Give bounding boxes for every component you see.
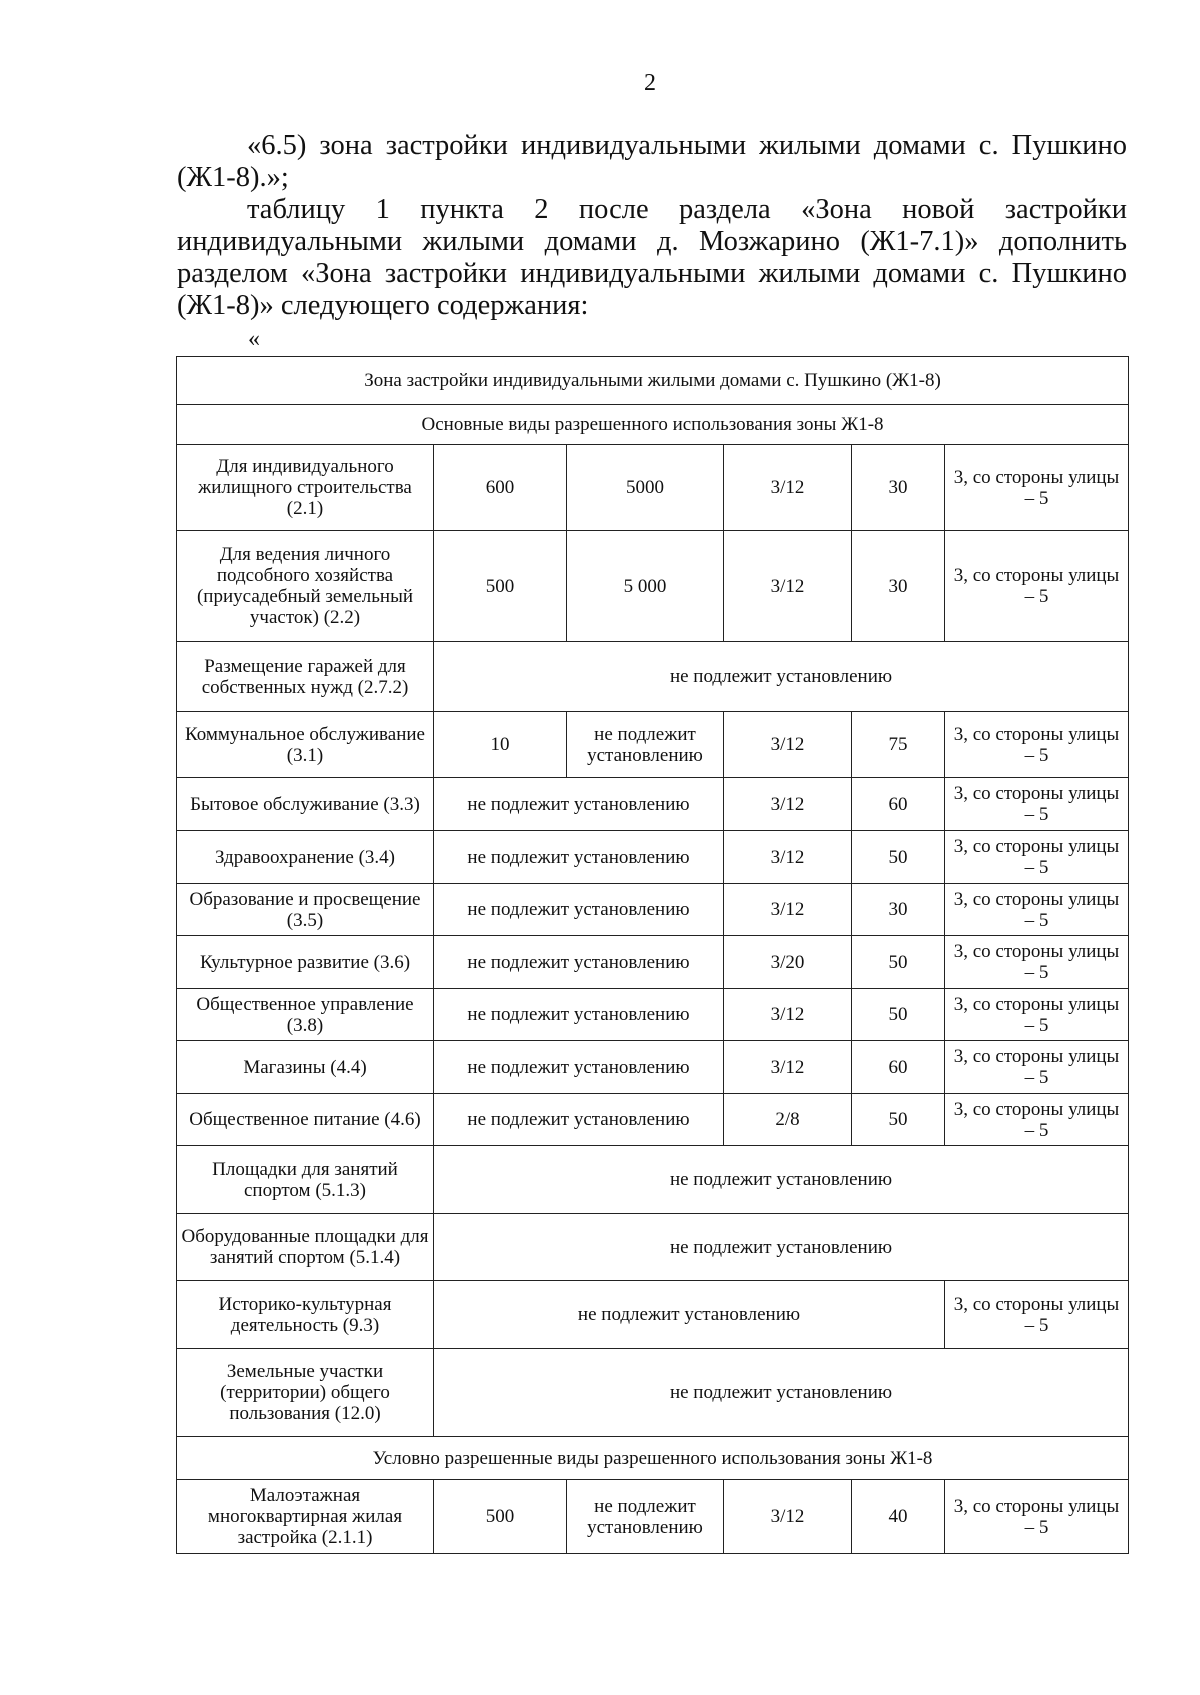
table-row <box>177 1146 1129 1214</box>
cell-max-area: не подлежит установлению <box>567 712 724 778</box>
table-title-row <box>177 357 1129 405</box>
cell-percent: 60 <box>852 778 945 831</box>
paragraph-1-line-1: «6.5) зона застройки индивидуальными жилыми домами с. Пушкино <box>247 130 1127 161</box>
cell-percent: 50 <box>852 989 945 1041</box>
table-row <box>177 778 1129 831</box>
cell-floors: 3/12 <box>724 1041 852 1094</box>
cell-area-not-applicable: не подлежит установлению <box>434 778 724 831</box>
cell-not-applicable: не подлежит установлению <box>434 1146 1129 1214</box>
cell-floors: 3/20 <box>724 936 852 989</box>
row-name: Для индивидуального жилищного строительства (2.1) <box>177 445 434 531</box>
cell-setback: 3, со стороны улицы – 5 <box>945 884 1129 936</box>
paragraph-2-line-2: индивидуальными жилыми домами д. Мозжарино (Ж1-7.1)» дополнить <box>177 226 1127 257</box>
section-conditional-header: Условно разрешенные виды разрешенного использования зоны Ж1-8 <box>177 1437 1129 1480</box>
page-number: 2 <box>644 70 656 96</box>
row-name: Культурное развитие (3.6) <box>177 936 434 989</box>
cell-setback: 3, со стороны улицы – 5 <box>945 445 1129 531</box>
cell-percent: 75 <box>852 712 945 778</box>
table-row <box>177 531 1129 642</box>
cell-percent: 40 <box>852 1480 945 1554</box>
cell-area-not-applicable: не подлежит установлению <box>434 936 724 989</box>
cell-floors: 3/12 <box>724 831 852 884</box>
section-conditional-row <box>177 1437 1129 1480</box>
cell-area-not-applicable: не подлежит установлению <box>434 884 724 936</box>
cell-min-area: 500 <box>434 1480 567 1554</box>
row-name: Земельные участки (территории) общего пользования (12.0) <box>177 1349 434 1437</box>
cell-not-applicable: не подлежит установлению <box>434 1214 1129 1281</box>
row-name: Оборудованные площадки для занятий спортом (5.1.4) <box>177 1214 434 1281</box>
opening-quote: « <box>248 326 260 352</box>
table-row <box>177 712 1129 778</box>
table-row <box>177 884 1129 936</box>
cell-percent: 30 <box>852 445 945 531</box>
cell-percent: 30 <box>852 531 945 642</box>
paragraph-2-line-1: таблицу 1 пункта 2 после раздела «Зона новой застройки <box>247 194 1127 225</box>
cell-floors: 3/12 <box>724 712 852 778</box>
paragraph-2-line-4: (Ж1-8)» следующего содержания: <box>177 290 589 321</box>
cell-floors: 3/12 <box>724 531 852 642</box>
row-name: Для ведения личного подсобного хозяйства (приусадебный земельный участок) (2.2) <box>177 531 434 642</box>
table-row <box>177 989 1129 1041</box>
cell-percent: 30 <box>852 884 945 936</box>
cell-percent: 50 <box>852 1094 945 1146</box>
cell-area-not-applicable: не подлежит установлению <box>434 831 724 884</box>
row-name: Малоэтажная многоквартирная жилая застройка (2.1.1) <box>177 1480 434 1554</box>
row-name: Общественное управление (3.8) <box>177 989 434 1041</box>
paragraph-2-line-3: разделом «Зона застройки индивидуальными жилыми домами с. Пушкино <box>177 258 1127 289</box>
cell-min-area: 600 <box>434 445 567 531</box>
table-title: Зона застройки индивидуальными жилыми домами с. Пушкино (Ж1-8) <box>177 357 1129 405</box>
cell-min-area: 500 <box>434 531 567 642</box>
cell-area-not-applicable: не подлежит установлению <box>434 1041 724 1094</box>
table-row <box>177 1349 1129 1437</box>
zone-table <box>176 356 1129 1554</box>
cell-not-applicable: не подлежит установлению <box>434 642 1129 712</box>
table-row <box>177 642 1129 712</box>
cell-floors: 3/12 <box>724 1480 852 1554</box>
table-row <box>177 445 1129 531</box>
row-name: Площадки для занятий спортом (5.1.3) <box>177 1146 434 1214</box>
table-row <box>177 1480 1129 1554</box>
cell-not-applicable: не подлежит установлению <box>434 1349 1129 1437</box>
cell-setback: 3, со стороны улицы – 5 <box>945 778 1129 831</box>
cell-setback: 3, со стороны улицы – 5 <box>945 1281 1129 1349</box>
table-row <box>177 1281 1129 1349</box>
table-row <box>177 936 1129 989</box>
cell-setback: 3, со стороны улицы – 5 <box>945 831 1129 884</box>
cell-floors: 3/12 <box>724 884 852 936</box>
row-name: Общественное питание (4.6) <box>177 1094 434 1146</box>
row-name: Размещение гаражей для собственных нужд (2.7.2) <box>177 642 434 712</box>
row-name: Бытовое обслуживание (3.3) <box>177 778 434 831</box>
cell-max-area: не подлежит установлению <box>567 1480 724 1554</box>
cell-area-not-applicable: не подлежит установлению <box>434 989 724 1041</box>
cell-floors: 3/12 <box>724 445 852 531</box>
cell-percent: 50 <box>852 831 945 884</box>
cell-max-area: 5000 <box>567 445 724 531</box>
cell-min-area: 10 <box>434 712 567 778</box>
row-name: Магазины (4.4) <box>177 1041 434 1094</box>
cell-percent: 60 <box>852 1041 945 1094</box>
table-row <box>177 831 1129 884</box>
cell-setback: 3, со стороны улицы – 5 <box>945 1094 1129 1146</box>
cell-area-not-applicable: не подлежит установлению <box>434 1094 724 1146</box>
cell-setback: 3, со стороны улицы – 5 <box>945 989 1129 1041</box>
cell-setback: 3, со стороны улицы – 5 <box>945 531 1129 642</box>
row-name: Образование и просвещение (3.5) <box>177 884 434 936</box>
cell-setback: 3, со стороны улицы – 5 <box>945 1480 1129 1554</box>
cell-not-applicable: не подлежит установлению <box>434 1281 945 1349</box>
cell-floors: 3/12 <box>724 989 852 1041</box>
cell-percent: 50 <box>852 936 945 989</box>
cell-setback: 3, со стороны улицы – 5 <box>945 936 1129 989</box>
cell-setback: 3, со стороны улицы – 5 <box>945 712 1129 778</box>
row-name: Здравоохранение (3.4) <box>177 831 434 884</box>
paragraph-1-line-2: (Ж1-8).»; <box>177 162 289 193</box>
row-name: Историко-культурная деятельность (9.3) <box>177 1281 434 1349</box>
cell-max-area: 5 000 <box>567 531 724 642</box>
cell-floors: 3/12 <box>724 778 852 831</box>
row-name: Коммунальное обслуживание (3.1) <box>177 712 434 778</box>
section-main-header: Основные виды разрешенного использования зоны Ж1-8 <box>177 405 1129 445</box>
cell-setback: 3, со стороны улицы – 5 <box>945 1041 1129 1094</box>
table-row <box>177 1094 1129 1146</box>
table-row <box>177 1214 1129 1281</box>
cell-floors: 2/8 <box>724 1094 852 1146</box>
table-row <box>177 1041 1129 1094</box>
section-main-row <box>177 405 1129 445</box>
